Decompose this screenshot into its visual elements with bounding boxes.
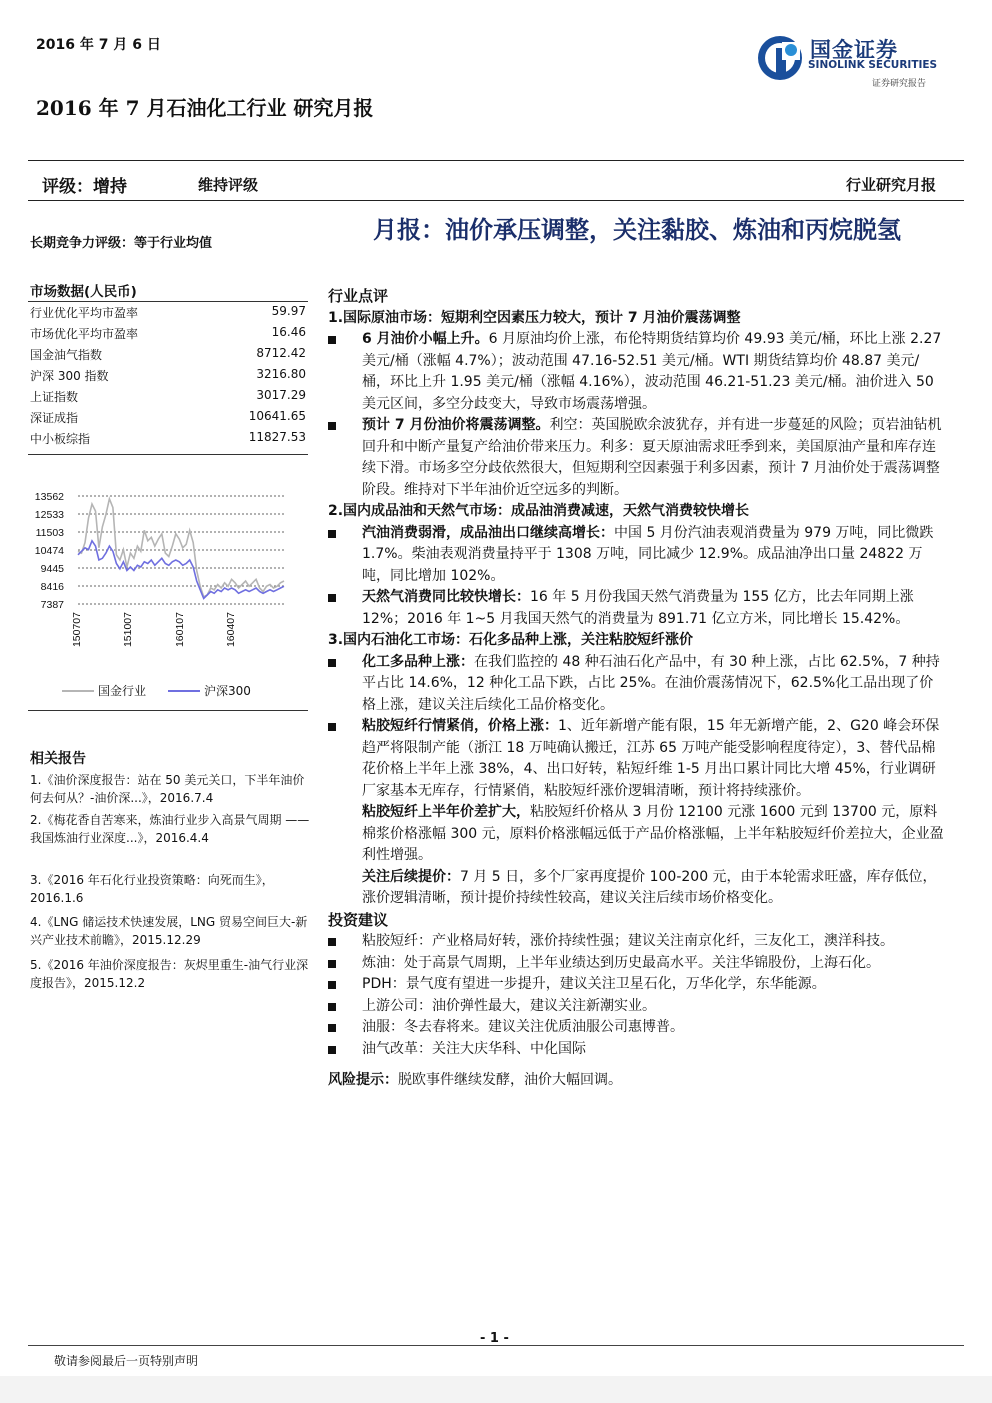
index-line-chart bbox=[28, 480, 300, 660]
market-row: 国金油气指数 8712.42 bbox=[30, 346, 306, 362]
y-tick-label: 10474 bbox=[34, 545, 64, 558]
divider bbox=[28, 301, 308, 302]
market-row: 沪深 300 指数 3216.80 bbox=[30, 367, 306, 383]
legend-swatch-industry bbox=[62, 690, 94, 692]
report-title: 月报：油价承压调整，关注黏胶、炼油和丙烷脱氢 bbox=[373, 215, 901, 244]
x-tick-label: 151007 bbox=[122, 612, 134, 648]
y-tick-label: 13562 bbox=[34, 491, 64, 503]
bullet-square-icon bbox=[328, 960, 336, 968]
divider bbox=[28, 710, 308, 711]
bullet-square-icon bbox=[328, 1003, 336, 1011]
bullet-square-icon bbox=[328, 422, 336, 430]
report-type: 行业研究月报 bbox=[845, 176, 936, 194]
bullet-square-icon bbox=[328, 1046, 336, 1054]
related-report[interactable]: 4.《LNG 储运技术快速发展，LNG 贸易空间巨大-新兴产业技术前瞻》，2015.12.29 bbox=[30, 915, 308, 947]
logo-mark-icon bbox=[754, 30, 814, 92]
bullet-item: 上游公司：油价弹性最大，建议关注新潮实业。 bbox=[328, 996, 944, 1018]
bullet-item: 汽油消费弱滑，成品油出口继续高增长：中国 5 月份汽油表观消费量为 979 万吨，同比微跌 1.7%。柴油表观消费量持平于 1308 万吨，同比减少 12.9%。成品油净出口量 24822 万吨，同比增加 102%。 bbox=[328, 523, 944, 588]
x-tick-label: 160107 bbox=[174, 612, 186, 648]
footer-bar bbox=[0, 1376, 992, 1403]
section-heading: 1.国际原油市场：短期利空因素压力较大，预计 7 月油价震荡调整 bbox=[328, 309, 741, 326]
section-title: 投资建议 bbox=[328, 910, 389, 929]
page-title: 2016 年 7 月石油化工行业 研究月报 bbox=[36, 96, 374, 120]
bullet-square-icon bbox=[328, 981, 336, 989]
bullet-item: 粘胶短纤行情紧俏，价格上涨：1、近年新增产能有限，15 年无新增产能，2、G20 峰会环保趋严将限制产能（浙江 18 万吨确认搬迁，江苏 65 万吨产能受影响程度待定），3、替代品棉花价格上半年上涨 38%，4、出口好转，粘短纤维 1-5 月出口累计同比大增 45%，行业调研厂家基本无库存，行情紧俏，粘胶短纤涨价逻辑清晰，预计将持续涨价。 bbox=[328, 716, 944, 802]
bullet-item: PDH：景气度有望进一步提升，建议关注卫星石化，万华化学，东华能源。 bbox=[328, 974, 944, 996]
related-report[interactable]: 5.《2016 年油价深度报告：灰烬里重生-油气行业深度报告》，2015.12.2 bbox=[30, 958, 309, 990]
chart-legend bbox=[62, 682, 251, 699]
report-date: 2016 年 7 月 6 日 bbox=[36, 37, 161, 53]
related-report[interactable]: 3.《2016 年石化行业投资策略：向死而生》，2016.1.6 bbox=[30, 873, 274, 905]
legend-label-industry: 国金行业 bbox=[98, 684, 147, 698]
related-report[interactable]: 2.《梅花香自苦寒来，炼油行业步入高景气周期 ——我国炼油行业深度...》，2016.4.4 bbox=[30, 813, 310, 845]
bullet-item: 油服：冬去春将来。建议关注优质油服公司惠博普。 bbox=[328, 1017, 944, 1039]
section-heading: 3.国内石油化工市场：石化多品种上涨，关注粘胶短纤涨价 bbox=[328, 632, 694, 648]
bullet-item: 天然气消费同比较快增长：16 年 5 月份我国天然气消费量为 155 亿方，比去年同期上涨 12%；2016 年 1~5 月我国天然气的消费量为 891.71 亿立方米，同比增长 15.42%。 bbox=[328, 587, 944, 630]
x-tick-label: 150707 bbox=[71, 612, 83, 648]
series-line-hs300 bbox=[78, 541, 284, 599]
long-term-rating: 长期竞争力评级：等于行业均值 bbox=[30, 236, 213, 251]
main-content bbox=[328, 286, 944, 1092]
related-report[interactable]: 1.《油价深度报告：站在 50 美元关口，下半年油价何去何从？-油价深...》，2016.7.4 bbox=[30, 773, 305, 805]
market-row: 上证指数 3017.29 bbox=[30, 388, 306, 404]
y-tick-label: 7387 bbox=[40, 599, 64, 611]
logo-name-en: SINOLINK SECURITIES bbox=[808, 59, 938, 71]
market-row: 深证成指 10641.65 bbox=[30, 409, 306, 425]
footer-note: 敬请参阅最后一页特别声明 bbox=[54, 1354, 199, 1368]
bullet-item: 油气改革：关注大庆华科、中化国际 bbox=[328, 1039, 944, 1061]
section-heading: 2.国内成品油和天然气市场：成品油消费减速，天然气消费较快增长 bbox=[328, 503, 750, 519]
market-row: 市场优化平均市盈率 16.46 bbox=[30, 325, 306, 341]
divider bbox=[28, 200, 964, 201]
rating-label: 评级：增持 bbox=[42, 177, 127, 197]
divider bbox=[28, 160, 964, 161]
bullet-square-icon bbox=[328, 723, 336, 731]
bullet-square-icon bbox=[328, 938, 336, 946]
rating-sub: 维持评级 bbox=[198, 176, 259, 194]
bullet-square-icon bbox=[328, 336, 336, 344]
bullet-item: 粘胶短纤：产业格局好转，涨价持续性强；建议关注南京化纤，三友化工，澳洋科技。 bbox=[328, 931, 944, 953]
y-tick-label: 9445 bbox=[40, 563, 64, 576]
y-tick-label: 12533 bbox=[34, 508, 64, 521]
risk-note: 风险提示：脱欧事件继续发酵，油价大幅回调。 bbox=[328, 1072, 622, 1088]
x-tick-label: 160407 bbox=[225, 612, 237, 648]
market-row: 行业优化平均市盈率 59.97 bbox=[30, 304, 306, 320]
bullet-square-icon bbox=[328, 1024, 336, 1032]
market-row: 中小板综指 11827.53 bbox=[30, 430, 306, 446]
page-number: - 1 - bbox=[480, 1331, 509, 1346]
divider bbox=[28, 454, 308, 455]
bullet-item: 6 月油价小幅上升。6 月原油均价上涨，布伦特期货结算均价 49.93 美元/桶，环比上涨 2.27 美元/桶（涨幅 4.7%）；波动范围 47.16-52.51 美元/桶。WTI 期货结算均价 48.87 美元/桶，环比上升 1.95 美元/桶（涨幅 4.16%），波动范围 46.21-51.23 美元/桶。油价进入 50 美元区间，多空分歧变大，导致市场震荡增强。 bbox=[328, 329, 944, 415]
legend-label-hs300: 沪深300 bbox=[204, 684, 251, 698]
logo-name-cn: 国金证券 bbox=[810, 38, 898, 62]
paragraph: 关注后续提价：7 月 5 日，多个厂家再度提价 100-200 元，由于本轮需求旺盛，库存低位，涨价逻辑清晰，预计提价持续性较高，建议关注后续市场价格变化。 bbox=[362, 868, 937, 906]
logo-subtitle: 证券研究报告 bbox=[872, 79, 927, 89]
related-reports-title: 相关报告 bbox=[30, 751, 86, 767]
y-tick-label: 11503 bbox=[35, 527, 64, 540]
divider bbox=[28, 1345, 964, 1346]
section-title: 行业点评 bbox=[328, 287, 389, 305]
market-data-title: 市场数据(人民币) bbox=[30, 284, 137, 300]
legend-swatch-hs300 bbox=[168, 690, 200, 692]
bullet-item: 炼油：处于高景气周期，上半年业绩达到历史最高水平。关注华锦股份，上海石化。 bbox=[328, 953, 944, 975]
bullet-item: 预计 7 月份油价将震荡调整。利空：英国脱欧余波犹存，并有进一步蔓延的风险；页岩油钻机回升和中断产量复产给油价带来压力。利多：夏天原油需求旺季到来，美国原油产量和库存连续下滑。市场多空分歧依然很大，但短期利空因素强于利多因素，预计 7 月油价处于震荡调整阶段。维持对下半年油价近空远多的判断。 bbox=[328, 415, 944, 501]
bullet-square-icon bbox=[328, 530, 336, 538]
bullet-item: 化工多品种上涨：在我们监控的 48 种石油石化产品中，有 30 种上涨，占比 62.5%，7 种持平占比 14.6%，12 种化工品下跌，占比 25%。在油价震荡情况下，62.5%化工品出现了价格上涨，建议关注后续化工品价格变化。 bbox=[328, 652, 944, 717]
bullet-square-icon bbox=[328, 594, 336, 602]
y-tick-label: 8416 bbox=[40, 581, 64, 594]
bullet-square-icon bbox=[328, 659, 336, 667]
paragraph: 粘胶短纤上半年价差扩大，粘胶短纤价格从 3 月份 12100 元涨 1600 元到 13700 元，原料棉浆价格涨幅 300 元，原料价格涨幅远低于产品价格涨幅，上半年粘胶短纤价差拉大，企业盈利性增强。 bbox=[362, 804, 944, 863]
